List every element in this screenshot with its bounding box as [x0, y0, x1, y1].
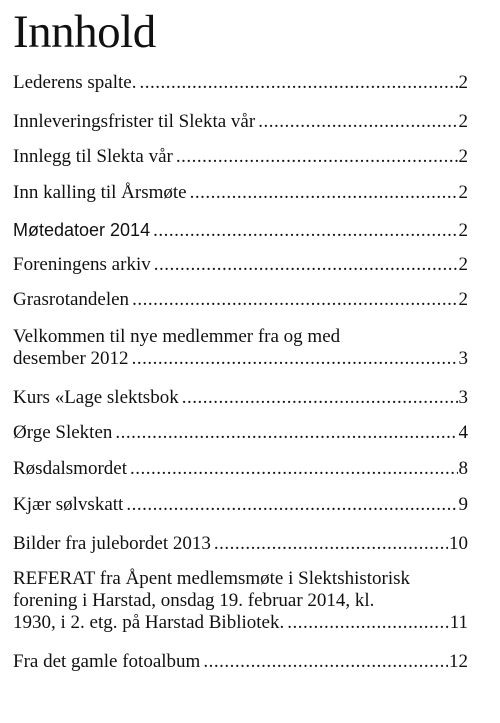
toc-entry-title: Grasrotandelen [13, 289, 130, 310]
toc-entry-title-line: forening i Harstad, onsdag 19. februar 2014, kl. [13, 590, 375, 611]
toc-entry-title: Røsdalsmordet [13, 458, 127, 479]
dot-leader [126, 494, 457, 516]
toc-entry-kurs-slektsbok[interactable] [13, 387, 468, 409]
toc-entry-title: Lederens spalte. [13, 72, 137, 93]
toc-entry-foreningens-arkiv[interactable] [13, 254, 468, 276]
toc-entry-velkommen[interactable] [13, 326, 468, 370]
page-title: Innhold [13, 6, 156, 58]
toc-entry-title-line: REFERAT fra Åpent medlemsmøte i Slektshistorisk [13, 568, 411, 589]
toc-entry-referat[interactable] [13, 568, 468, 634]
toc-page-number: 9 [458, 494, 468, 515]
toc-entry-title: Inn kalling til Årsmøte [13, 182, 187, 203]
dot-leader [258, 111, 457, 133]
toc-entry-innkalling-arsmote[interactable] [13, 182, 468, 204]
toc-page-number: 3 [458, 387, 468, 408]
toc-entry-title: Innlegg til Slekta vår [13, 146, 173, 167]
toc-entry-title: 1930, i 2. etg. på Harstad Bibliotek. [13, 612, 285, 633]
toc-page-number: 2 [458, 220, 468, 241]
toc-page-number: 11 [449, 612, 468, 633]
toc-entry-rosdalsmordet[interactable] [13, 458, 468, 480]
dot-leader [190, 182, 458, 204]
toc-entry-title: Kurs «Lage slektsbok [13, 387, 179, 408]
dot-leader [154, 254, 458, 276]
toc-page-number: 2 [458, 289, 468, 310]
dot-leader [132, 289, 457, 311]
dot-leader [115, 422, 457, 444]
toc-entry-orge-slekten[interactable] [13, 422, 468, 444]
toc-entry-title: Kjær sølvskatt [13, 494, 124, 515]
toc-entry-fotoalbum[interactable] [13, 651, 468, 673]
toc-page-number: 2 [458, 254, 468, 275]
dot-leader [287, 612, 448, 634]
dot-leader [130, 458, 458, 480]
toc-entry-motedatoer[interactable] [13, 219, 468, 242]
toc-page-number: 2 [458, 111, 468, 132]
toc-page-number: 2 [458, 182, 468, 203]
dot-leader [132, 348, 458, 370]
toc-entry-grasrotandelen[interactable] [13, 289, 468, 311]
toc-entry-kjaer-solvskatt[interactable] [13, 494, 468, 516]
toc-page-number: 2 [458, 72, 468, 93]
dot-leader [203, 651, 448, 673]
dot-leader [182, 387, 458, 409]
dot-leader [153, 220, 457, 242]
toc-entry-title-line: Velkommen til nye medlemmer fra og med [13, 326, 341, 347]
toc-entry-bilder-julebordet[interactable] [13, 533, 468, 555]
toc-entry-title: Bilder fra julebordet 2013 [13, 533, 211, 554]
toc-page-number: 10 [449, 533, 468, 554]
toc-page-number: 4 [458, 422, 468, 443]
dot-leader [139, 72, 457, 94]
dot-leader [176, 146, 458, 168]
toc-entry-title: Innleveringsfrister til Slekta vår [13, 111, 256, 132]
toc-entry-title: Ørge Slekten [13, 422, 113, 443]
toc-entry-title: Fra det gamle fotoalbum [13, 651, 201, 672]
toc-page-number: 8 [458, 458, 468, 479]
toc-page-number: 2 [458, 146, 468, 167]
toc-entry-title: Foreningens arkiv [13, 254, 151, 275]
toc-entry-innlegg[interactable] [13, 146, 468, 168]
toc-entry-innleveringsfrister[interactable] [13, 111, 468, 133]
toc-page-number: 12 [449, 651, 468, 672]
dot-leader [214, 533, 448, 555]
toc-entry-title: desember 2012 [13, 348, 129, 369]
toc-page-number: 3 [458, 348, 468, 369]
toc-entry-title: Møtedatoer 2014 [13, 220, 151, 240]
toc-entry-lederens-spalte[interactable] [13, 72, 468, 94]
